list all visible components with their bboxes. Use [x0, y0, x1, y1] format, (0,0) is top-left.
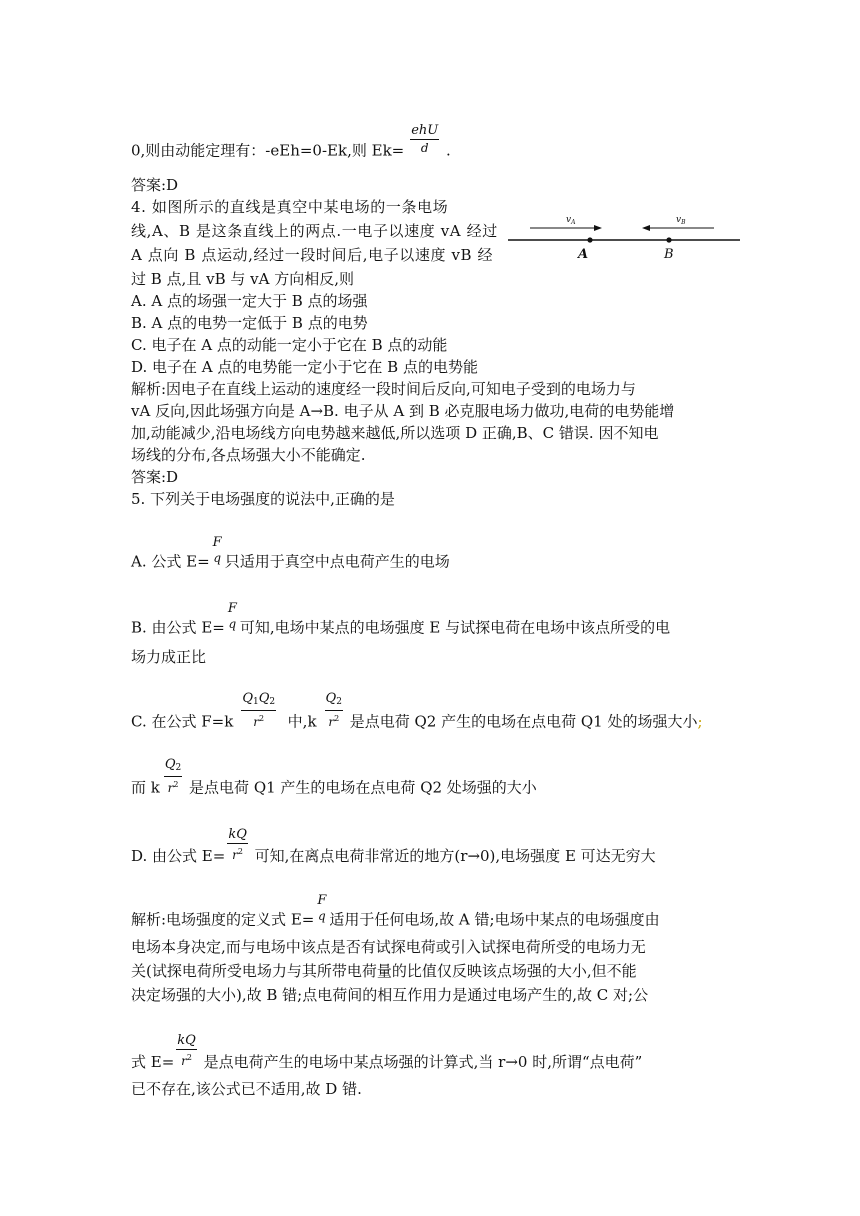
point-b-label: B	[664, 247, 674, 262]
option-5c-line-2: 而 k $\frac{Q_2}{r^2}$ 是点电荷 Q1 产生的电场在点电荷 Q2 处场强的大小	[131, 757, 537, 797]
point-a-dot	[587, 237, 592, 242]
option-5c: C. 在公式 F=k $\frac{Q_1Q_2}{r^2}$ 中,k $\frac{Q_2}{r^2}$ 是点电荷 Q2 产生的电场在点电荷 Q1 处的场强大小;	[131, 691, 703, 731]
explanation-5-line-6: 已不存在,该公式已不适用,故 D 错.	[131, 1080, 362, 1098]
explanation-line-3: 加,动能减少,沿电场线方向电势越来越低,所以选项 D 正确,B、C 错误. 因不知电	[131, 424, 659, 442]
fraction-kq-over-r2: $\frac{kQ}{r^2}$	[228, 827, 247, 862]
question-4-line-3: A 点向 B 点运动,经过一段时间后,电子以速度 vB 经	[131, 246, 494, 264]
fraction-f-over-q: F q	[212, 535, 222, 565]
point-a-label: A	[578, 247, 589, 262]
question-5-stem: 5. 下列关于电场强度的说法中,正确的是	[131, 490, 395, 508]
stray-mark: ;	[697, 712, 703, 731]
option-d: D. 电子在 A 点的电势能一定小于它在 B 点的电势能	[131, 358, 478, 376]
velocity-b-arrowhead	[642, 225, 650, 231]
answer-line: 答案:D	[131, 468, 179, 486]
fraction-q2-over-r2: $\frac{Q_2}{r^2}$	[325, 691, 342, 729]
explanation-5-line-5: 式 E= $\frac{kQ}{r^2}$ 是点电荷产生的电场中某点场强的计算式,当 r→0 时,所谓“点电荷”	[131, 1033, 643, 1071]
velocity-b-label: $v_B$	[676, 215, 686, 226]
text-line: 0,则由动能定理有：-eEh=0-Ek,则 Ek= $\frac{\text{ehU}}{d}$ .	[131, 123, 451, 160]
explanation-5-line-4: 决定场强的大小),故 B 错;点电荷间的相互作用力是通过电场产生的,故 C 对;公	[131, 986, 649, 1004]
fraction-f-over-q: F q	[317, 893, 327, 923]
question-4-line-2: 线,A、B 是这条直线上的两点.一电子以速度 vA 经过	[131, 222, 498, 240]
option-5b-line-2: 场力成正比	[131, 648, 207, 666]
fraction-kq-over-r2: $\frac{kQ}{r^2}$	[177, 1033, 196, 1068]
option-a: A. A 点的场强一定大于 B 点的场强	[131, 292, 368, 310]
field-line-figure	[506, 215, 742, 264]
explanation-5-line-2: 电场本身决定,而与电场中该点是否有试探电荷或引入试探电荷所受的电场力无	[131, 938, 646, 956]
option-5a: A. 公式 E= F q 只适用于真空中点电荷产生的电场	[131, 535, 450, 571]
fraction-ehu-over-d: $\frac{\text{ehU}}{d}$	[411, 123, 439, 155]
fraction-q1q2-over-r2: $\frac{Q_1Q_2}{r^2}$	[242, 691, 276, 729]
option-5d: D. 由公式 E= $\frac{kQ}{r^2}$ 可知,在离点电荷非常近的地方(r→0),电场强度 E 可达无穷大	[131, 827, 656, 865]
option-b: B. A 点的电势一定低于 B 点的电势	[131, 314, 368, 332]
explanation-line-2: vA 反向,因此场强方向是 A→B. 电子从 A 到 B 必克服电场力做功,电荷的电势能增	[131, 402, 675, 420]
explanation-line-1: 解析:因电子在直线上运动的速度经一段时间后反向,可知电子受到的电场力与	[131, 380, 636, 398]
velocity-a-label: $v_A$	[566, 215, 576, 226]
explanation-5-line-1: 解析:电场强度的定义式 E= F q 适用于任何电场,故 A 错;电场中某点的电场强度由	[131, 893, 660, 929]
explanation-line-4: 场线的分布,各点场强大小不能确定.	[131, 446, 366, 464]
velocity-a-arrowhead	[594, 225, 602, 231]
option-5b: B. 由公式 E= F q 可知,电场中某点的电场强度 E 与试探电荷在电场中该点所受的电	[131, 601, 671, 637]
question-4-line-4: 过 B 点,且 vB 与 vA 方向相反,则	[131, 270, 354, 288]
fraction-f-over-q: F q	[227, 601, 237, 631]
option-c: C. 电子在 A 点的动能一定小于它在 B 点的动能	[131, 336, 448, 354]
explanation-5-line-3: 关(试探电荷所受电场力与其所带电荷量的比值仅反映该点场强的大小,但不能	[131, 962, 637, 980]
answer-line: 答案:D	[131, 176, 179, 194]
point-b-dot	[666, 237, 671, 242]
question-4-line-1: 4. 如图所示的直线是真空中某电场的一条电场	[131, 198, 449, 216]
fraction-q2-over-r2: $\frac{Q_2}{r^2}$	[164, 757, 182, 795]
